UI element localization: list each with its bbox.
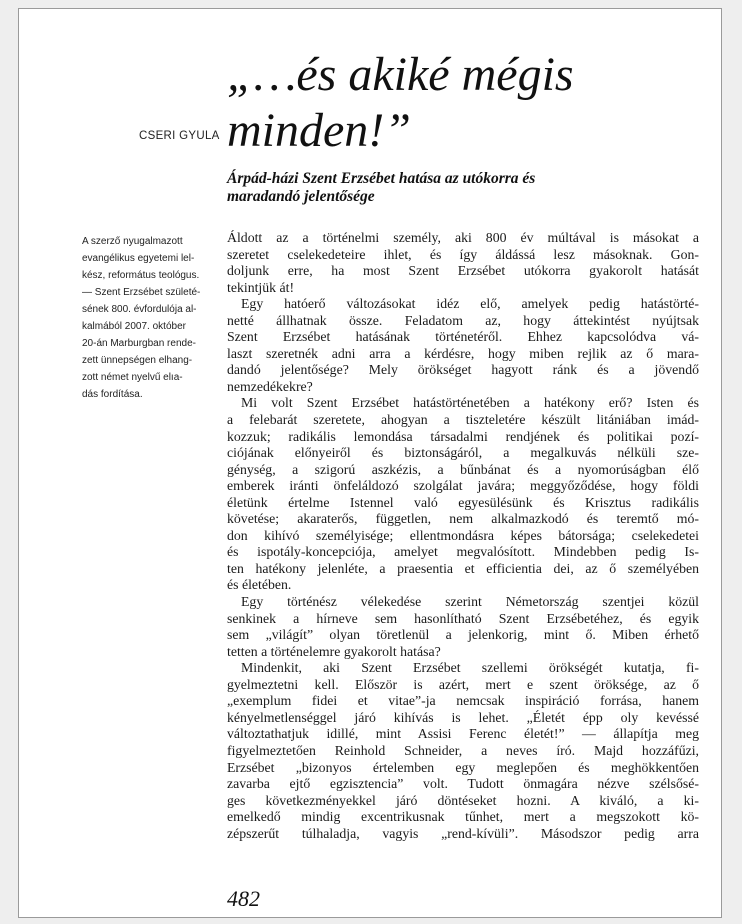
body-line: és ispotály-koncepciója, amelyet megvalósított. Mindebben pedig Is- <box>227 544 699 560</box>
body-line: változtathatjuk idillé, mint Assisi Ferenc életét!” — állapítja meg <box>227 726 699 742</box>
body-line: don kihívó személyisége; ellentmondásra képes bátorsága; cselekedetei <box>227 527 699 543</box>
subtitle-line: Árpád-házi Szent Erzsébet hatása az utókorra és <box>227 170 536 187</box>
body-line: ciójának előnyeiről és biztonságáról, a megalkuvás nélküli sze- <box>227 445 699 461</box>
body-line: követése; akaraterős, független, nem alkalmazkodó és teremtő mó- <box>227 511 699 527</box>
body-line: „exemplum fidei et vitae”-ja nemcsak inspiráció forrása, hanem <box>227 693 699 709</box>
body-line: tekintjük át! <box>227 279 295 295</box>
body-line: emelkedő mindig excentrikusnak tűnhet, mert a megszokott kö- <box>227 809 699 825</box>
body-line: Szent Erzsébet hatásának történetéről. Ehhez kapcsolódva vá- <box>227 329 699 345</box>
body-line: zavarba ejtő egzisztencia” volt. Tudott önmagára nézve szélsősé- <box>227 776 699 792</box>
body-line: zépszerűt túlhaladja, vagyis „rend-kívüli”. Másodszor pedig arra <box>227 825 699 841</box>
body-line: Erzsébet „bizonyos értelemben egy meglepően és meghökkentően <box>227 759 699 775</box>
title-line: „…és akiké mégis <box>227 48 574 101</box>
body-line: senkinek a hírneve sem hasonlítható Szent Erzsébetéhez, és egyik <box>227 610 699 626</box>
sidenote-line: A szerző nyugalmazott <box>82 236 183 247</box>
body-line: nemzedékekre? <box>227 378 313 394</box>
body-line: emberek iránti önfeláldozó szolgálat javára; meggyőződése, hogy földi <box>227 478 699 494</box>
body-line: kényelmetlenséggel járó kihívás is lehet. „Életét épp oly kevéssé <box>227 709 699 725</box>
subtitle-line: maradandó jelentősége <box>227 188 375 205</box>
author-name: CSERI GYULA <box>139 130 220 142</box>
body-line: figyelmeztetően Reinhold Schneider, a neves író. Majd hozzáfűzi, <box>227 742 699 758</box>
sidenote-line: zott német nyelvű elıa- <box>82 372 183 383</box>
sidenote-line: sének 800. évfordulója al- <box>82 304 197 315</box>
body-line: Egy történész vélekedése szerint Németország szentjei közül <box>241 594 699 610</box>
body-line: Egy hatóerő változásokat idéz elő, amelyek pedig hatástörté- <box>241 296 699 312</box>
body-line: kozzuk; radikális lemondása társadalmi rendjének és politikai pozí- <box>227 428 699 444</box>
document-page <box>18 8 722 918</box>
article-title <box>227 47 707 159</box>
author-sidenote <box>82 233 206 403</box>
body-line: ges következményekkel járó döntéseket hozni. A kiváló, a ki- <box>227 792 699 808</box>
body-line: és életében. <box>227 577 292 593</box>
body-line: Mi volt Szent Erzsébet hatástörténetében a hatékony erő? Isten és <box>241 395 699 411</box>
sidenote-line: kész, református teológus. <box>82 270 200 281</box>
page-number: 482 <box>227 886 260 911</box>
article-subtitle <box>227 170 647 206</box>
body-line: Mindenkit, aki Szent Erzsébet szellemi örökségét kutatja, fi- <box>241 660 699 676</box>
sidenote-line: evangélikus egyetemi lel- <box>82 253 195 264</box>
sidenote-line: kalmából 2007. október <box>82 321 186 332</box>
body-line: doljunk erre, ha most Szent Erzsébet utókorra gyakorolt hatását <box>227 263 699 279</box>
sidenote-line: zett ünnepségen elhang- <box>82 355 193 366</box>
body-line: Áldott az a történelmi személy, aki 800 év múltával is másokat a <box>227 230 699 245</box>
body-line: laszt szeretnék adni arra a kérdésre, hogy miben rejlik az ő mara- <box>227 345 699 361</box>
body-line: dandó jelentősége? Mely örökséget hagyott ránk és a jövendő <box>227 362 699 378</box>
sidenote-line: — Szent Erzsébet születé- <box>82 287 201 298</box>
body-line: tetten a történelemre gyakorolt hatása? <box>227 643 441 659</box>
body-line: életünk értelme Istennel való egyesülésünk és Krisztus radikális <box>227 494 699 510</box>
body-line: netté állhatnak össze. Feladatom az, hogy áttekintést nyújtsak <box>227 312 699 328</box>
sidenote-line: 20-án Marburgban rende- <box>82 338 196 349</box>
sidenote-line: dás fordítása. <box>82 389 143 400</box>
body-line: sem „világít” olyan töretlenül a jelenkorig, mint ő. Miben érhető <box>227 627 699 643</box>
body-line: ten hatékony jelenléte, a praesentia et efficientia dei, az ő személyében <box>227 560 699 576</box>
body-line: a felebarát szeretete, ahogyan a tiszteletére készült litániában imád- <box>227 412 699 428</box>
body-line: szeretet cselekedeteire ihlet, és így áldássá lesz másoknak. Gon- <box>227 246 699 262</box>
body-line: génység, a szigorú aszkézis, a bűnbánat és a nyomorúságban élő <box>227 461 699 477</box>
title-line: minden!” <box>227 104 411 157</box>
body-line: gyelmeztetni kell. Először is azért, mert e szent öröksége, az ő <box>227 676 699 692</box>
article-body <box>227 230 699 842</box>
